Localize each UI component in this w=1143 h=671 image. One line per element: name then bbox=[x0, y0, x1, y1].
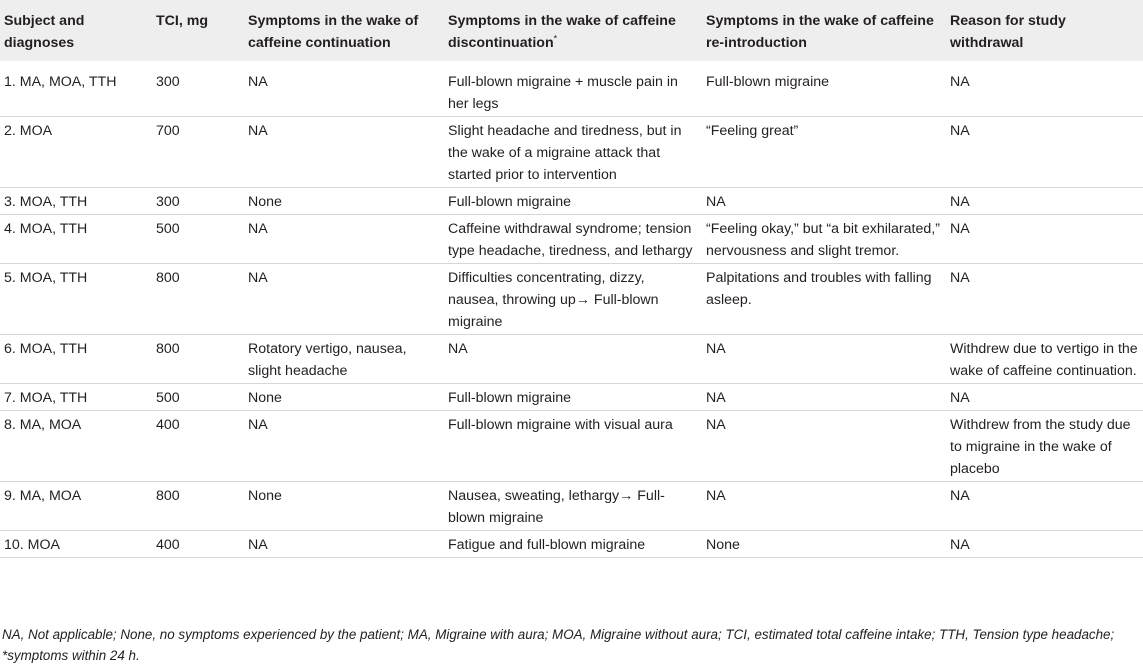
cell-discontinuation: Full-blown migraine + muscle pain in her legs bbox=[448, 74, 678, 112]
cell-tci: 300 bbox=[156, 74, 180, 90]
cell-reintroduction: “Feeling okay,” but “a bit exhilarated,” nervousness and slight tremor. bbox=[706, 221, 940, 259]
cell-discontinuation: Full-blown migraine bbox=[448, 194, 572, 210]
cell-tci: 400 bbox=[156, 537, 180, 553]
cell-withdrawal: NA bbox=[950, 194, 970, 210]
cell-tci: 500 bbox=[156, 221, 180, 237]
header-withdrawal: Reason for study withdrawal bbox=[946, 0, 1143, 61]
cell-subject: 7. MOA, TTH bbox=[4, 390, 88, 406]
header-continuation: Symptoms in the wake of caffeine continuation bbox=[244, 0, 444, 61]
cell-withdrawal: NA bbox=[950, 270, 970, 286]
cell-continuation: NA bbox=[248, 221, 268, 237]
header-discontinuation bbox=[444, 0, 702, 61]
cell-reintroduction: NA bbox=[706, 488, 726, 504]
table-body bbox=[0, 61, 1143, 558]
footnote-marker: * bbox=[553, 33, 558, 44]
cell-discontinuation: NA bbox=[448, 341, 468, 357]
cell-withdrawal: Withdrew from the study due to migraine in the wake of placebo bbox=[950, 417, 1131, 477]
cell-tci: 700 bbox=[156, 123, 180, 139]
cell-tci: 400 bbox=[156, 417, 180, 433]
cell-discontinuation: Caffeine withdrawal syndrome; tension type headache, tiredness, and lethargy bbox=[448, 221, 693, 259]
cell-subject: 6. MOA, TTH bbox=[4, 341, 88, 357]
cell-subject: 8. MA, MOA bbox=[4, 417, 82, 433]
cell-continuation: NA bbox=[248, 74, 268, 90]
cell-subject: 10. MOA bbox=[4, 537, 60, 553]
cell-tci: 800 bbox=[156, 488, 180, 504]
cell-tci: 800 bbox=[156, 341, 180, 357]
header-subject: Subject and diagnoses bbox=[0, 0, 152, 61]
table-row bbox=[0, 117, 1143, 188]
header-row bbox=[0, 0, 1143, 61]
cell-subject: 4. MOA, TTH bbox=[4, 221, 88, 237]
cell-subject: 5. MOA, TTH bbox=[4, 270, 88, 286]
table-row bbox=[0, 188, 1143, 215]
cell-subject: 2. MOA bbox=[4, 123, 53, 139]
cell-reintroduction: Palpitations and troubles with falling asleep. bbox=[706, 270, 932, 308]
cell-withdrawal: NA bbox=[950, 221, 970, 237]
cell-continuation: NA bbox=[248, 537, 268, 553]
cell-tci: 300 bbox=[156, 194, 180, 210]
cell-reintroduction: Full-blown migraine bbox=[706, 74, 830, 90]
cell-discontinuation: Slight headache and tiredness, but in the wake of a migraine attack that started prior to intervention bbox=[448, 123, 682, 183]
cell-continuation: Rotatory vertigo, nausea, slight headache bbox=[248, 341, 407, 379]
cell-withdrawal: NA bbox=[950, 537, 970, 553]
header-reintroduction: Symptoms in the wake of caffeine re-introduction bbox=[702, 0, 946, 61]
cell-continuation: None bbox=[248, 488, 282, 504]
cell-withdrawal: Withdrew due to vertigo in the wake of caffeine continuation. bbox=[950, 341, 1138, 379]
cell-continuation: NA bbox=[248, 270, 268, 286]
cell-discontinuation: Nausea, sweating, lethargy→ Full-blown migraine bbox=[448, 488, 665, 526]
table-row bbox=[0, 531, 1143, 558]
cell-reintroduction: NA bbox=[706, 194, 726, 210]
cell-reintroduction: NA bbox=[706, 417, 726, 433]
cell-tci: 500 bbox=[156, 390, 180, 406]
cell-discontinuation: Full-blown migraine with visual aura bbox=[448, 417, 673, 433]
cell-subject: 1. MA, MOA, TTH bbox=[4, 74, 117, 90]
cell-continuation: None bbox=[248, 194, 282, 210]
cell-continuation: NA bbox=[248, 417, 268, 433]
cell-withdrawal: NA bbox=[950, 123, 970, 139]
table-row bbox=[0, 482, 1143, 531]
cell-subject: 9. MA, MOA bbox=[4, 488, 82, 504]
cell-discontinuation: Difficulties concentrating, dizzy, nausea, throwing up→ Full-blown migraine bbox=[448, 270, 659, 330]
table-footnote: NA, Not applicable; None, no symptoms experienced by the patient; MA, Migraine with aura; MOA, Migraine without aura; TCI, estimated total caffeine intake; TTH, Tension type headache; *symptoms within 24 h. bbox=[2, 627, 1115, 663]
cell-withdrawal: NA bbox=[950, 74, 970, 90]
cell-reintroduction: None bbox=[706, 537, 740, 553]
table-row bbox=[0, 215, 1143, 264]
cell-continuation: None bbox=[248, 390, 282, 406]
cell-reintroduction: NA bbox=[706, 341, 726, 357]
cell-subject: 3. MOA, TTH bbox=[4, 194, 88, 210]
cell-tci: 800 bbox=[156, 270, 180, 286]
cell-withdrawal: NA bbox=[950, 390, 970, 406]
cell-continuation: NA bbox=[248, 123, 268, 139]
table-row bbox=[0, 411, 1143, 482]
cell-discontinuation: Fatigue and full-blown migraine bbox=[448, 537, 646, 553]
header-tci: TCI, mg bbox=[152, 0, 244, 61]
table-row bbox=[0, 335, 1143, 384]
table-row bbox=[0, 384, 1143, 411]
header-discontinuation-label: Symptoms in the wake of caffeine discontinuation bbox=[448, 13, 676, 51]
table-row bbox=[0, 61, 1143, 117]
table-row bbox=[0, 264, 1143, 335]
cell-reintroduction: “Feeling great” bbox=[706, 123, 799, 139]
cell-reintroduction: NA bbox=[706, 390, 726, 406]
cell-discontinuation: Full-blown migraine bbox=[448, 390, 572, 406]
cell-withdrawal: NA bbox=[950, 488, 970, 504]
